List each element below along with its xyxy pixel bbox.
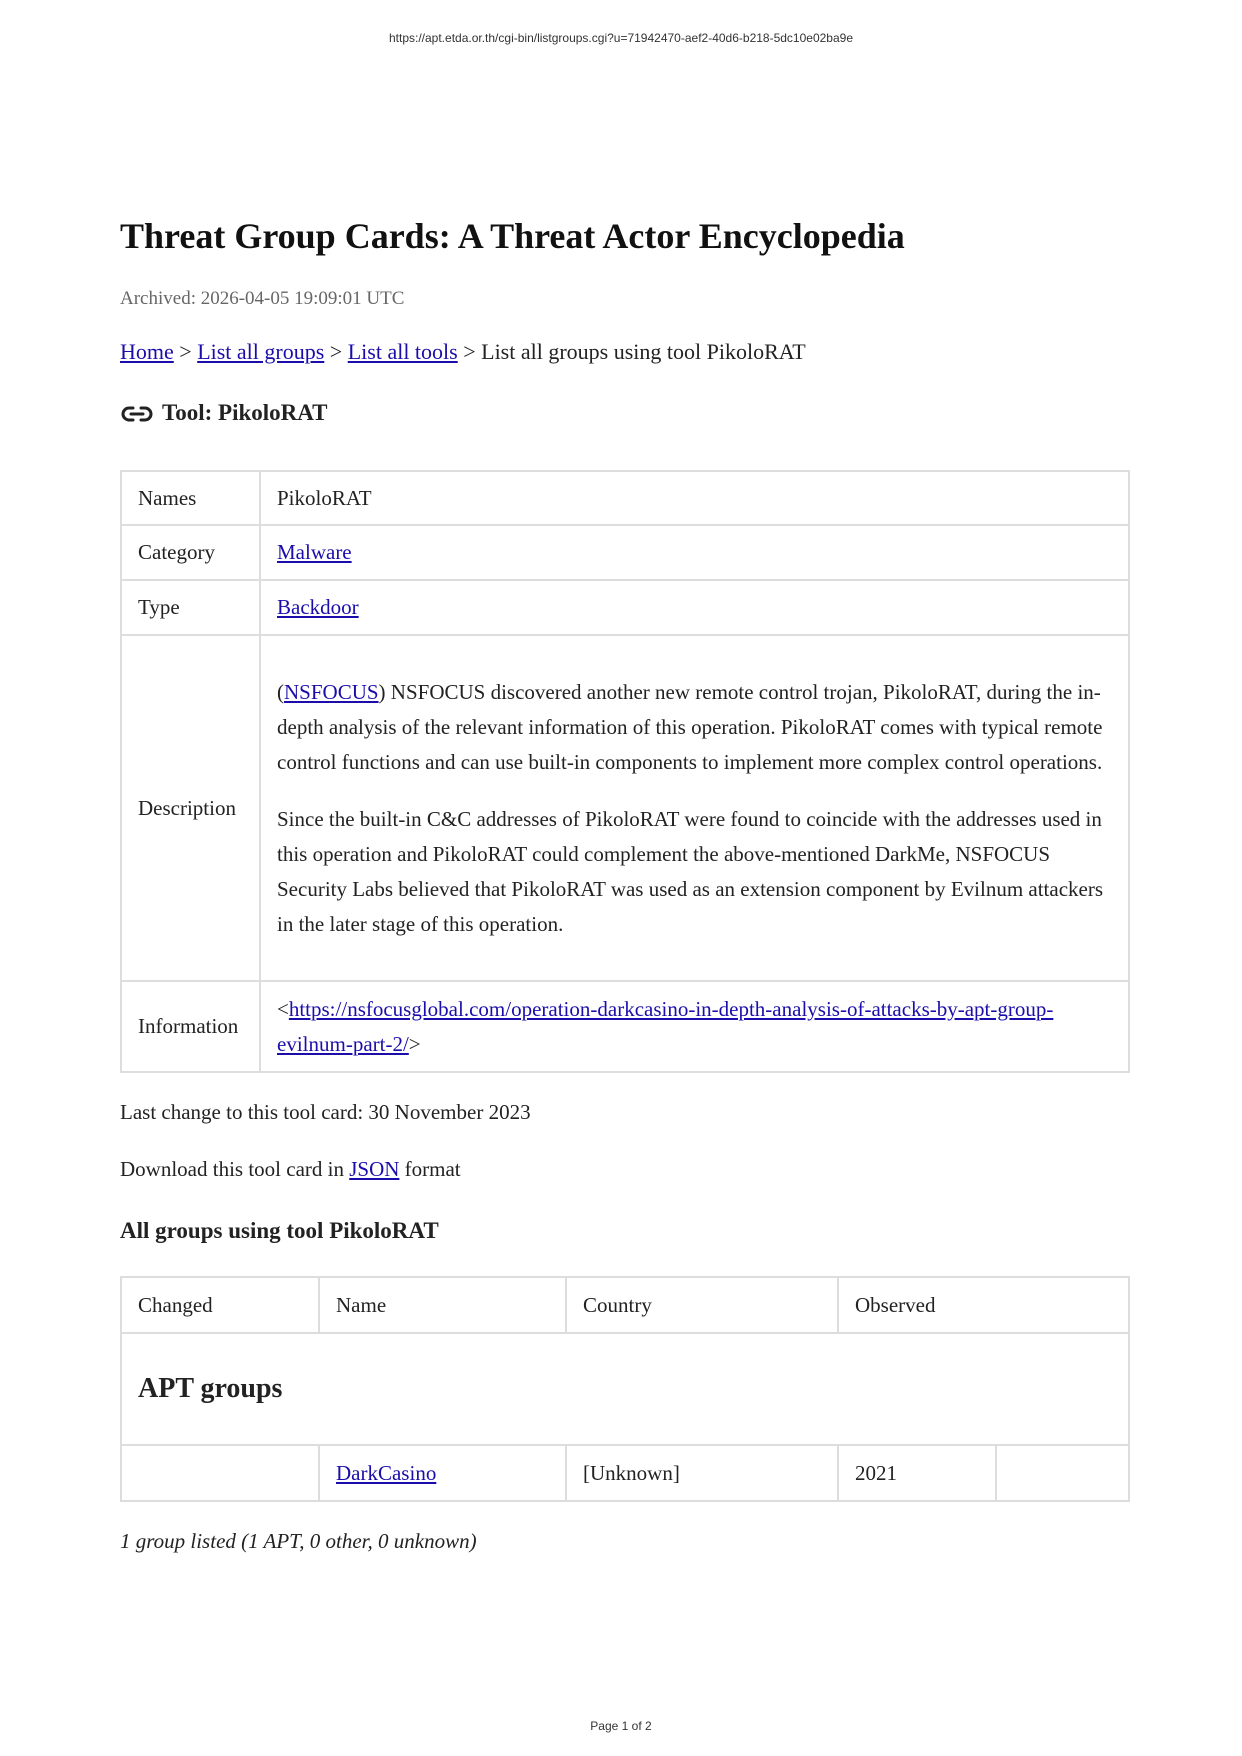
tool-heading-text: Tool: PikoloRAT	[162, 400, 328, 425]
breadcrumb-separator: >	[173, 339, 198, 364]
tool-info-table	[120, 470, 1130, 1073]
changed-cell	[121, 1445, 319, 1501]
information-label: Information	[121, 981, 260, 1072]
name-cell	[319, 1445, 566, 1501]
information-link[interactable]: https://nsfocusglobal.com/operation-darkcasino-in-depth-analysis-of-attacks-by-apt-group-evilnum-part-2/	[277, 996, 1054, 1056]
json-download-link[interactable]: JSON	[349, 1157, 400, 1181]
type-label: Type	[121, 580, 260, 635]
breadcrumb-current: > List all groups using tool PikoloRAT	[457, 339, 806, 364]
description-label: Description	[121, 635, 260, 981]
paren-open: (	[277, 679, 284, 704]
description-text: ) NSFOCUS discovered another new remote control trojan, PikoloRAT, during the in-depth analysis of the relevant information of this operation. PikoloRAT comes with typical remote control functions and can use built-in components to implement more complex control operations.	[277, 679, 1103, 774]
link-icon	[120, 404, 154, 426]
tool-heading	[120, 400, 328, 426]
empty-cell	[996, 1445, 1129, 1501]
nsfocus-source-link[interactable]: NSFOCUS	[284, 679, 379, 704]
column-header-observed: Observed	[838, 1277, 1129, 1333]
groups-heading: All groups using tool PikoloRAT	[120, 1218, 439, 1243]
groups-summary: 1 group listed (1 APT, 0 other, 0 unknown)	[120, 1529, 477, 1553]
description-paragraph: Since the built-in C&C addresses of PikoloRAT were found to coincide with the addresses used in this operation and PikoloRAT could complement the above-mentioned DarkMe, NSFOCUS Security Labs believed that PikoloRAT was used as an extension component by Evilnum attackers in the later stage of this operation.	[277, 806, 1104, 936]
names-label: Names	[121, 471, 260, 525]
page-title: Threat Group Cards: A Threat Actor Encyclopedia	[120, 216, 905, 256]
archived-timestamp: Archived: 2026-04-05 19:09:01 UTC	[120, 288, 405, 309]
type-link[interactable]: Backdoor	[277, 595, 359, 619]
download-line	[120, 1157, 461, 1182]
table-row	[121, 471, 1129, 525]
breadcrumb-list-groups-link[interactable]: List all groups	[197, 339, 325, 364]
information-cell	[260, 981, 1129, 1072]
breadcrumb-list-tools-link[interactable]: List all tools	[347, 339, 458, 364]
table-row	[121, 580, 1129, 635]
angle-open: <	[277, 996, 289, 1021]
description-paragraph	[277, 675, 1112, 780]
country-cell: [Unknown]	[566, 1445, 838, 1501]
column-header-changed: Changed	[121, 1277, 319, 1333]
category-link[interactable]: Malware	[277, 540, 352, 564]
breadcrumb-separator: >	[324, 339, 348, 364]
table-row	[121, 1445, 1129, 1501]
table-row	[121, 635, 1129, 981]
category-cell	[260, 525, 1129, 580]
column-header-country: Country	[566, 1277, 838, 1333]
table-header-row	[121, 1277, 1129, 1333]
observed-cell: 2021	[838, 1445, 996, 1501]
group-darkcasino-link[interactable]: DarkCasino	[336, 1460, 437, 1485]
groups-table	[120, 1276, 1130, 1502]
category-label: Category	[121, 525, 260, 580]
column-header-name: Name	[319, 1277, 566, 1333]
description-cell	[260, 635, 1129, 981]
names-value: PikoloRAT	[260, 471, 1129, 525]
table-row	[121, 981, 1129, 1072]
page-number-footer: Page 1 of 2	[590, 1719, 652, 1733]
print-url-header: https://apt.etda.or.th/cgi-bin/listgroups.cgi?u=71942470-aef2-40d6-b218-5dc10e02ba9e	[388, 31, 853, 45]
apt-groups-section-title: APT groups	[121, 1333, 1129, 1445]
last-change-text: Last change to this tool card: 30 November 2023	[120, 1100, 531, 1124]
download-prefix: Download this tool card in	[120, 1157, 350, 1181]
angle-close: >	[408, 1031, 421, 1056]
breadcrumb	[120, 339, 806, 365]
section-row	[121, 1333, 1129, 1445]
breadcrumb-home-link[interactable]: Home	[120, 339, 174, 364]
download-suffix: format	[399, 1157, 461, 1181]
table-row	[121, 525, 1129, 580]
type-cell	[260, 580, 1129, 635]
